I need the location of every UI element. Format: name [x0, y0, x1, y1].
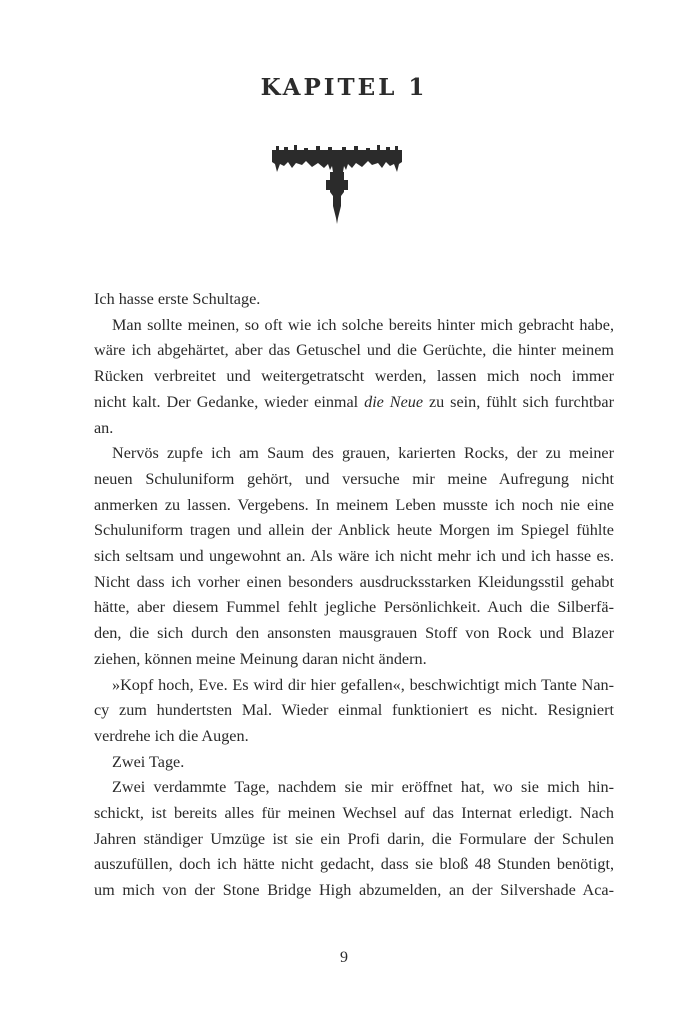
- text-line: verdrehe ich die Augen.: [94, 726, 249, 745]
- text-line: Rücken verbreitet und weitergetratscht werden, lassen mich noch immer: [94, 367, 614, 386]
- chapter-title: KAPITEL 1: [260, 74, 428, 101]
- chapter-body: [94, 287, 614, 904]
- text-line: Zwei Tage.: [112, 752, 185, 771]
- text-line: Schuluniform tragen und allein der Anblick heute Morgen im Spiegel fühlte: [94, 521, 614, 540]
- text-line: Nervös zupfe ich am Saum des grauen, karierten Rocks, der zu meiner: [112, 444, 614, 463]
- text-line: schickt, ist bereits alles für meinen Wechsel auf das Internat erledigt. Nach: [94, 804, 614, 823]
- text-line: neuen Schuluniform gehört, und versuche mir meine Aufregung nicht: [94, 469, 614, 488]
- emphasis-text: die Neue: [364, 392, 424, 411]
- text-line: sich seltsam und ungewohnt an. Als wäre ich nicht mehr ich und ich hasse es.: [94, 547, 614, 566]
- castle-silhouette-icon: [272, 144, 402, 224]
- text-line: auszufüllen, doch ich hätte nicht gedacht, dass sie bloß 48 Stunden benötigt,: [94, 855, 614, 874]
- text-line: cy zum hundertsten Mal. Wieder einmal funktioniert es nicht. Resigniert: [94, 701, 614, 720]
- text-line: [94, 390, 614, 416]
- text-line: Man sollte meinen, so oft wie ich solche bereits hinter mich gebracht habe,: [112, 315, 614, 334]
- page-number: 9: [340, 949, 348, 966]
- text-line: den, die sich durch den ansonsten mausgrauen Stoff von Rock und Blazer: [94, 624, 614, 643]
- text-segment: nicht kalt. Der Gedanke, wieder einmal: [94, 392, 365, 411]
- text-line: wäre ich abgehärtet, aber das Getuschel und die Gerüchte, die hinter meinem: [94, 341, 614, 360]
- text-line: um mich von der Stone Bridge High abzumelden, an der Silvershade Aca-: [94, 881, 614, 900]
- text-line: anmerken zu lassen. Vergebens. In meinem Leben musste ich noch nie eine: [94, 495, 614, 514]
- text-line: Zwei verdammte Tage, nachdem sie mir eröffnet hat, wo sie mich hin-: [112, 778, 614, 797]
- text-line: an.: [94, 418, 114, 437]
- text-line: ziehen, können meine Meinung daran nicht ändern.: [94, 649, 427, 668]
- text-line: Ich hasse erste Schultage.: [94, 290, 261, 308]
- text-line: Nicht dass ich vorher einen besonders ausdrucksstarken Kleidungsstil gehabt: [94, 572, 614, 591]
- text-segment: zu sein, fühlt sich furchtbar: [423, 392, 614, 411]
- text-line: hätte, aber diesem Fummel fehlt jegliche Persönlichkeit. Auch die Silberfä-: [94, 598, 614, 617]
- text-line: »Kopf hoch, Eve. Es wird dir hier gefallen«, beschwichtigt mich Tante Nan-: [112, 675, 614, 694]
- text-line: Jahren ständiger Umzüge ist sie ein Profi darin, die Formulare der Schulen: [94, 829, 614, 848]
